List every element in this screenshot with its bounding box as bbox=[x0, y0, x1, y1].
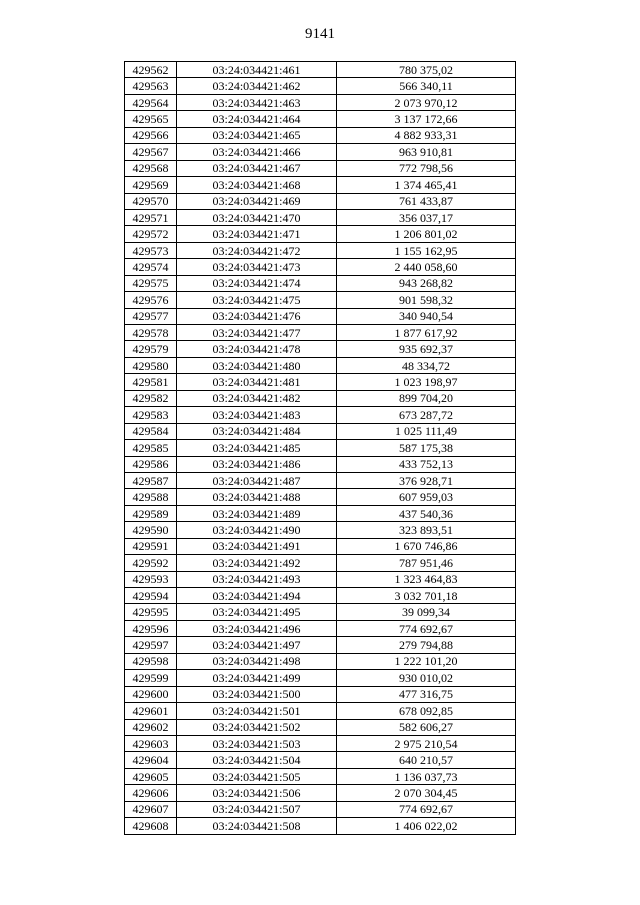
row-number-cell: 429572 bbox=[125, 226, 177, 242]
row-number-cell: 429589 bbox=[125, 505, 177, 521]
row-number-cell: 429580 bbox=[125, 357, 177, 373]
cadastral-value-cell: 1 155 162,95 bbox=[337, 242, 516, 258]
table-row bbox=[125, 604, 516, 620]
table-row bbox=[125, 357, 516, 373]
cadastral-number-cell: 03:24:034421:501 bbox=[177, 703, 337, 719]
cadastral-value-cell: 1 025 111,49 bbox=[337, 423, 516, 439]
cadastral-number-cell: 03:24:034421:502 bbox=[177, 719, 337, 735]
cadastral-value-cell: 2 440 058,60 bbox=[337, 259, 516, 275]
cadastral-number-cell: 03:24:034421:465 bbox=[177, 127, 337, 143]
cadastral-value-cell: 323 893,51 bbox=[337, 522, 516, 538]
table-row bbox=[125, 620, 516, 636]
cadastral-value-cell: 437 540,36 bbox=[337, 505, 516, 521]
row-number-cell: 429584 bbox=[125, 423, 177, 439]
cadastral-number-cell: 03:24:034421:474 bbox=[177, 275, 337, 291]
row-number-cell: 429575 bbox=[125, 275, 177, 291]
table-row bbox=[125, 390, 516, 406]
cadastral-value-cell: 607 959,03 bbox=[337, 489, 516, 505]
table-row bbox=[125, 456, 516, 472]
table-row bbox=[125, 703, 516, 719]
table-row bbox=[125, 374, 516, 390]
cadastral-value-cell: 566 340,11 bbox=[337, 78, 516, 94]
row-number-cell: 429587 bbox=[125, 472, 177, 488]
cadastral-number-cell: 03:24:034421:491 bbox=[177, 538, 337, 554]
row-number-cell: 429590 bbox=[125, 522, 177, 538]
row-number-cell: 429573 bbox=[125, 242, 177, 258]
cadastral-value-cell: 640 210,57 bbox=[337, 752, 516, 768]
cadastral-value-cell: 477 316,75 bbox=[337, 686, 516, 702]
row-number-cell: 429563 bbox=[125, 78, 177, 94]
cadastral-value-cell: 930 010,02 bbox=[337, 670, 516, 686]
row-number-cell: 429607 bbox=[125, 801, 177, 817]
cadastral-number-cell: 03:24:034421:473 bbox=[177, 259, 337, 275]
cadastral-value-cell: 963 910,81 bbox=[337, 144, 516, 160]
cadastral-number-cell: 03:24:034421:490 bbox=[177, 522, 337, 538]
cadastral-number-cell: 03:24:034421:485 bbox=[177, 440, 337, 456]
cadastral-value-cell: 943 268,82 bbox=[337, 275, 516, 291]
row-number-cell: 429594 bbox=[125, 588, 177, 604]
cadastral-value-cell: 3 032 701,18 bbox=[337, 588, 516, 604]
table-row bbox=[125, 588, 516, 604]
page-number: 9141 bbox=[305, 26, 335, 42]
cadastral-number-cell: 03:24:034421:507 bbox=[177, 801, 337, 817]
cadastral-number-cell: 03:24:034421:486 bbox=[177, 456, 337, 472]
cadastral-number-cell: 03:24:034421:462 bbox=[177, 78, 337, 94]
table-row bbox=[125, 768, 516, 784]
cadastral-number-cell: 03:24:034421:472 bbox=[177, 242, 337, 258]
table-row bbox=[125, 407, 516, 423]
cadastral-value-cell: 1 374 465,41 bbox=[337, 177, 516, 193]
table-row bbox=[125, 144, 516, 160]
table-row bbox=[125, 193, 516, 209]
cadastral-value-cell: 761 433,87 bbox=[337, 193, 516, 209]
row-number-cell: 429579 bbox=[125, 341, 177, 357]
cadastral-number-cell: 03:24:034421:487 bbox=[177, 472, 337, 488]
row-number-cell: 429564 bbox=[125, 94, 177, 110]
table-row bbox=[125, 325, 516, 341]
cadastral-number-cell: 03:24:034421:483 bbox=[177, 407, 337, 423]
cadastral-number-cell: 03:24:034421:482 bbox=[177, 390, 337, 406]
cadastral-value-cell: 4 882 933,31 bbox=[337, 127, 516, 143]
row-number-cell: 429571 bbox=[125, 209, 177, 225]
cadastral-value-table bbox=[124, 61, 516, 835]
cadastral-value-cell: 39 099,34 bbox=[337, 604, 516, 620]
table-row bbox=[125, 571, 516, 587]
cadastral-value-cell: 48 334,72 bbox=[337, 357, 516, 373]
table-row bbox=[125, 472, 516, 488]
table-body bbox=[125, 62, 516, 835]
cadastral-number-cell: 03:24:034421:466 bbox=[177, 144, 337, 160]
table-row bbox=[125, 670, 516, 686]
cadastral-value-cell: 1 670 746,86 bbox=[337, 538, 516, 554]
row-number-cell: 429581 bbox=[125, 374, 177, 390]
row-number-cell: 429577 bbox=[125, 308, 177, 324]
table-row bbox=[125, 341, 516, 357]
cadastral-number-cell: 03:24:034421:500 bbox=[177, 686, 337, 702]
table-row bbox=[125, 259, 516, 275]
cadastral-number-cell: 03:24:034421:461 bbox=[177, 62, 337, 78]
row-number-cell: 429591 bbox=[125, 538, 177, 554]
row-number-cell: 429600 bbox=[125, 686, 177, 702]
cadastral-value-cell: 3 137 172,66 bbox=[337, 111, 516, 127]
cadastral-number-cell: 03:24:034421:464 bbox=[177, 111, 337, 127]
cadastral-value-cell: 780 375,02 bbox=[337, 62, 516, 78]
row-number-cell: 429562 bbox=[125, 62, 177, 78]
table-row bbox=[125, 423, 516, 439]
cadastral-value-cell: 1 406 022,02 bbox=[337, 818, 516, 834]
row-number-cell: 429605 bbox=[125, 768, 177, 784]
row-number-cell: 429603 bbox=[125, 735, 177, 751]
cadastral-value-cell: 376 928,71 bbox=[337, 472, 516, 488]
cadastral-number-cell: 03:24:034421:478 bbox=[177, 341, 337, 357]
cadastral-number-cell: 03:24:034421:477 bbox=[177, 325, 337, 341]
cadastral-value-cell: 772 798,56 bbox=[337, 160, 516, 176]
cadastral-number-cell: 03:24:034421:494 bbox=[177, 588, 337, 604]
table-row bbox=[125, 78, 516, 94]
row-number-cell: 429568 bbox=[125, 160, 177, 176]
cadastral-number-cell: 03:24:034421:505 bbox=[177, 768, 337, 784]
row-number-cell: 429569 bbox=[125, 177, 177, 193]
table-row bbox=[125, 62, 516, 78]
table-row bbox=[125, 160, 516, 176]
cadastral-number-cell: 03:24:034421:492 bbox=[177, 555, 337, 571]
row-number-cell: 429582 bbox=[125, 390, 177, 406]
cadastral-number-cell: 03:24:034421:480 bbox=[177, 357, 337, 373]
cadastral-number-cell: 03:24:034421:468 bbox=[177, 177, 337, 193]
cadastral-value-cell: 1 206 801,02 bbox=[337, 226, 516, 242]
table-row bbox=[125, 801, 516, 817]
row-number-cell: 429578 bbox=[125, 325, 177, 341]
cadastral-number-cell: 03:24:034421:496 bbox=[177, 620, 337, 636]
table-row bbox=[125, 308, 516, 324]
table-row bbox=[125, 177, 516, 193]
row-number-cell: 429602 bbox=[125, 719, 177, 735]
row-number-cell: 429576 bbox=[125, 292, 177, 308]
row-number-cell: 429583 bbox=[125, 407, 177, 423]
row-number-cell: 429586 bbox=[125, 456, 177, 472]
cadastral-number-cell: 03:24:034421:504 bbox=[177, 752, 337, 768]
cadastral-value-cell: 340 940,54 bbox=[337, 308, 516, 324]
row-number-cell: 429599 bbox=[125, 670, 177, 686]
cadastral-value-cell: 356 037,17 bbox=[337, 209, 516, 225]
table-row bbox=[125, 275, 516, 291]
cadastral-value-cell: 774 692,67 bbox=[337, 620, 516, 636]
cadastral-value-cell: 1 877 617,92 bbox=[337, 325, 516, 341]
table-row bbox=[125, 538, 516, 554]
row-number-cell: 429567 bbox=[125, 144, 177, 160]
cadastral-number-cell: 03:24:034421:489 bbox=[177, 505, 337, 521]
cadastral-value-cell: 899 704,20 bbox=[337, 390, 516, 406]
table-row bbox=[125, 127, 516, 143]
table-row bbox=[125, 94, 516, 110]
cadastral-number-cell: 03:24:034421:484 bbox=[177, 423, 337, 439]
cadastral-value-cell: 582 606,27 bbox=[337, 719, 516, 735]
cadastral-number-cell: 03:24:034421:498 bbox=[177, 653, 337, 669]
cadastral-value-cell: 587 175,38 bbox=[337, 440, 516, 456]
row-number-cell: 429595 bbox=[125, 604, 177, 620]
table-row bbox=[125, 489, 516, 505]
cadastral-value-cell: 901 598,32 bbox=[337, 292, 516, 308]
row-number-cell: 429598 bbox=[125, 653, 177, 669]
table-row bbox=[125, 785, 516, 801]
cadastral-number-cell: 03:24:034421:463 bbox=[177, 94, 337, 110]
cadastral-number-cell: 03:24:034421:503 bbox=[177, 735, 337, 751]
cadastral-value-cell: 1 136 037,73 bbox=[337, 768, 516, 784]
table-row bbox=[125, 242, 516, 258]
table-row bbox=[125, 719, 516, 735]
cadastral-number-cell: 03:24:034421:495 bbox=[177, 604, 337, 620]
table-row bbox=[125, 686, 516, 702]
row-number-cell: 429597 bbox=[125, 637, 177, 653]
row-number-cell: 429608 bbox=[125, 818, 177, 834]
cadastral-number-cell: 03:24:034421:499 bbox=[177, 670, 337, 686]
cadastral-value-cell: 2 975 210,54 bbox=[337, 735, 516, 751]
table-row bbox=[125, 818, 516, 834]
cadastral-value-cell: 1 023 198,97 bbox=[337, 374, 516, 390]
row-number-cell: 429588 bbox=[125, 489, 177, 505]
table-row bbox=[125, 555, 516, 571]
cadastral-number-cell: 03:24:034421:506 bbox=[177, 785, 337, 801]
cadastral-number-cell: 03:24:034421:471 bbox=[177, 226, 337, 242]
row-number-cell: 429570 bbox=[125, 193, 177, 209]
table-row bbox=[125, 226, 516, 242]
cadastral-value-cell: 935 692,37 bbox=[337, 341, 516, 357]
cadastral-value-cell: 678 092,85 bbox=[337, 703, 516, 719]
table-row bbox=[125, 111, 516, 127]
row-number-cell: 429566 bbox=[125, 127, 177, 143]
table-row bbox=[125, 505, 516, 521]
cadastral-number-cell: 03:24:034421:475 bbox=[177, 292, 337, 308]
cadastral-value-cell: 1 222 101,20 bbox=[337, 653, 516, 669]
cadastral-number-cell: 03:24:034421:481 bbox=[177, 374, 337, 390]
row-number-cell: 429574 bbox=[125, 259, 177, 275]
cadastral-value-cell: 2 070 304,45 bbox=[337, 785, 516, 801]
cadastral-value-cell: 279 794,88 bbox=[337, 637, 516, 653]
cadastral-value-cell: 433 752,13 bbox=[337, 456, 516, 472]
table-row bbox=[125, 735, 516, 751]
cadastral-value-cell: 774 692,67 bbox=[337, 801, 516, 817]
cadastral-value-cell: 787 951,46 bbox=[337, 555, 516, 571]
cadastral-number-cell: 03:24:034421:470 bbox=[177, 209, 337, 225]
cadastral-value-cell: 2 073 970,12 bbox=[337, 94, 516, 110]
cadastral-value-cell: 1 323 464,83 bbox=[337, 571, 516, 587]
row-number-cell: 429592 bbox=[125, 555, 177, 571]
row-number-cell: 429596 bbox=[125, 620, 177, 636]
row-number-cell: 429565 bbox=[125, 111, 177, 127]
cadastral-number-cell: 03:24:034421:476 bbox=[177, 308, 337, 324]
row-number-cell: 429601 bbox=[125, 703, 177, 719]
row-number-cell: 429593 bbox=[125, 571, 177, 587]
cadastral-number-cell: 03:24:034421:469 bbox=[177, 193, 337, 209]
table-row bbox=[125, 292, 516, 308]
cadastral-value-cell: 673 287,72 bbox=[337, 407, 516, 423]
cadastral-number-cell: 03:24:034421:497 bbox=[177, 637, 337, 653]
row-number-cell: 429585 bbox=[125, 440, 177, 456]
table-row bbox=[125, 522, 516, 538]
table-row bbox=[125, 637, 516, 653]
table-row bbox=[125, 653, 516, 669]
table-row bbox=[125, 440, 516, 456]
cadastral-number-cell: 03:24:034421:508 bbox=[177, 818, 337, 834]
cadastral-number-cell: 03:24:034421:488 bbox=[177, 489, 337, 505]
row-number-cell: 429604 bbox=[125, 752, 177, 768]
table-row bbox=[125, 209, 516, 225]
row-number-cell: 429606 bbox=[125, 785, 177, 801]
cadastral-number-cell: 03:24:034421:493 bbox=[177, 571, 337, 587]
table-row bbox=[125, 752, 516, 768]
cadastral-number-cell: 03:24:034421:467 bbox=[177, 160, 337, 176]
